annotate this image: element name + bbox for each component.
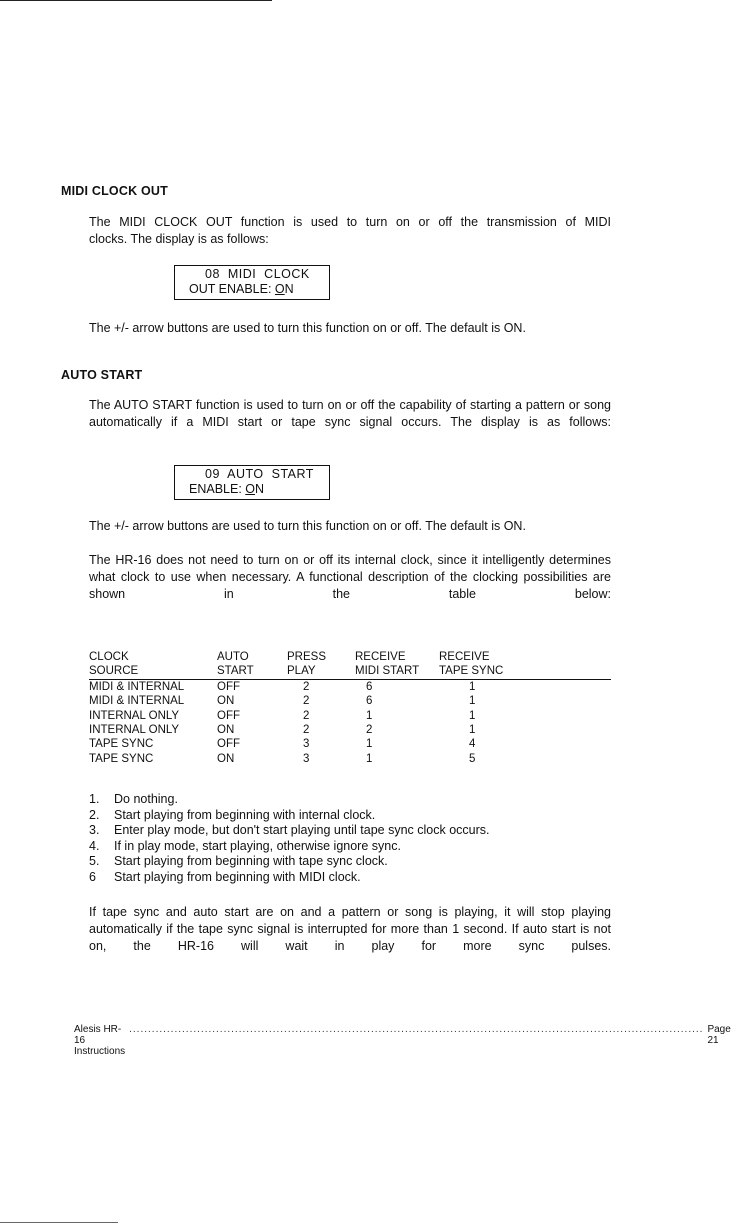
page-footer (74, 1024, 731, 1057)
lcd-cursor: O (245, 482, 256, 496)
table-cell: 3 (303, 738, 310, 751)
list-item (89, 808, 490, 824)
table-cell: 2 (303, 695, 310, 708)
midi-clock-out-desc-line2: clocks. The display is as follows: (89, 232, 269, 246)
lcd-display-midi-clock-out (174, 265, 330, 300)
list-text: Start playing from beginning with internal clock. (114, 807, 376, 822)
list-number: 3. (89, 823, 100, 838)
list-item (89, 823, 490, 839)
clocking-description: The HR-16 does not need to turn on or off its internal clock, since it intelligently determines what clock to use when necessary. A functional description of the clocking possibilities are shown in the table below: (89, 553, 611, 601)
table-cell: 1 (469, 695, 476, 708)
table-cell: 1 (366, 752, 373, 765)
table-header-cell: RECEIVE (355, 651, 406, 663)
table-header-cell: START (217, 664, 287, 679)
table-cell: 2 (303, 709, 310, 722)
table-row (89, 752, 611, 766)
list-text: If in play mode, start playing, otherwise ignore sync. (114, 838, 401, 853)
table-cell: INTERNAL ONLY (89, 724, 180, 737)
table-cell: 5 (469, 752, 476, 765)
list-item (89, 792, 490, 808)
table-row (89, 723, 611, 737)
list-text: Do nothing. (114, 792, 178, 806)
midi-clock-out-desc-line1: The MIDI CLOCK OUT function is used to turn on or off the transmission of MIDI (89, 215, 611, 229)
table-cell: OFF (217, 738, 240, 751)
page-number: Page 21 (707, 1024, 731, 1046)
table-cell: 2 (366, 724, 373, 737)
bottom-rule (0, 1222, 118, 1223)
auto-start-desc: The AUTO START function is used to turn on or off the capability of starting a pattern or song automatically if a MIDI start or tape sync signal occurs. The display is as follows: (89, 398, 611, 429)
table-header-cell: MIDI START (355, 664, 439, 679)
table-header-cell: SOURCE (89, 664, 217, 679)
table-cell: ON (217, 752, 235, 765)
lcd-line-2 (189, 282, 325, 297)
clock-table (89, 650, 611, 766)
table-cell: 3 (303, 752, 310, 765)
table-cell: INTERNAL ONLY (89, 709, 180, 722)
table-row (89, 737, 611, 751)
table-cell: 2 (303, 724, 310, 737)
table-row (89, 694, 611, 708)
list-item (89, 870, 490, 886)
table-header-cell: CLOCK (89, 651, 129, 663)
list-text: Start playing from beginning with tape sync clock. (114, 854, 388, 869)
table-cell: 2 (303, 680, 310, 693)
lcd-line-2 (189, 482, 325, 497)
table-row (89, 679, 611, 694)
table-cell: OFF (217, 709, 240, 722)
table-header-cell: TAPE SYNC (439, 664, 611, 679)
table-cell: TAPE SYNC (89, 752, 154, 765)
table-header-row-1 (89, 650, 611, 664)
table-header-cell: AUTO (217, 651, 249, 663)
lcd-value-rest: N (284, 282, 294, 296)
notes-list (89, 792, 490, 886)
table-cell: 1 (469, 709, 476, 722)
list-text: Enter play mode, but don't start playing until tape sync clock occurs. (114, 823, 490, 838)
table-cell: ON (217, 695, 235, 708)
list-number: 2. (89, 807, 100, 822)
table-cell: 1 (469, 680, 476, 693)
footer-title: Alesis HR-16 Instructions (74, 1024, 126, 1057)
table-cell: OFF (217, 680, 240, 693)
table-row (89, 709, 611, 723)
lcd-cursor: O (274, 282, 285, 296)
lcd-label: ENABLE: (189, 482, 246, 496)
lcd-label: OUT ENABLE: (189, 282, 275, 296)
auto-start-note: The +/- arrow buttons are used to turn this function on or off. The default is ON. (89, 519, 526, 533)
midi-clock-out-note: The +/- arrow buttons are used to turn this function on or off. The default is ON. (89, 321, 526, 335)
table-header-cell: RECEIVE (439, 651, 490, 663)
list-number: 6 (89, 869, 96, 884)
table-cell: 1 (469, 724, 476, 737)
table-cell: ON (217, 724, 235, 737)
table-header-row-2 (89, 664, 611, 679)
section-heading-auto-start: AUTO START (61, 368, 143, 382)
list-number: 1. (89, 792, 100, 806)
top-rule (0, 0, 272, 1)
list-number: 5. (89, 854, 100, 869)
list-item (89, 854, 490, 870)
footer-leader-dots: ........................................................................................................................................................ (129, 1024, 704, 1035)
table-cell: 1 (366, 738, 373, 751)
table-cell: 4 (469, 738, 476, 751)
lcd-display-auto-start (174, 465, 330, 500)
list-item (89, 839, 490, 855)
table-cell: 1 (366, 709, 373, 722)
table-header-cell: PRESS (287, 651, 326, 663)
table-cell: 6 (366, 695, 373, 708)
lcd-value-rest: N (255, 482, 265, 496)
table-cell: MIDI & INTERNAL (89, 680, 185, 693)
list-text: Start playing from beginning with MIDI clock. (114, 869, 361, 884)
table-cell: 6 (366, 680, 373, 693)
section-heading-midi-clock-out: MIDI CLOCK OUT (61, 184, 168, 198)
table-cell: TAPE SYNC (89, 738, 154, 751)
list-number: 4. (89, 838, 100, 853)
closing-paragraph: If tape sync and auto start are on and a pattern or song is playing, it will stop playing automatically if the tape sync signal is interrupted for more than 1 second. If auto start is not on, the HR-16 will wait in play for more sync pulses. (89, 905, 611, 953)
lcd-line-1: 08 MIDI CLOCK (205, 267, 310, 281)
table-header-cell: PLAY (287, 664, 355, 679)
table-cell: MIDI & INTERNAL (89, 695, 185, 708)
lcd-line-1: 09 AUTO START (205, 467, 314, 481)
